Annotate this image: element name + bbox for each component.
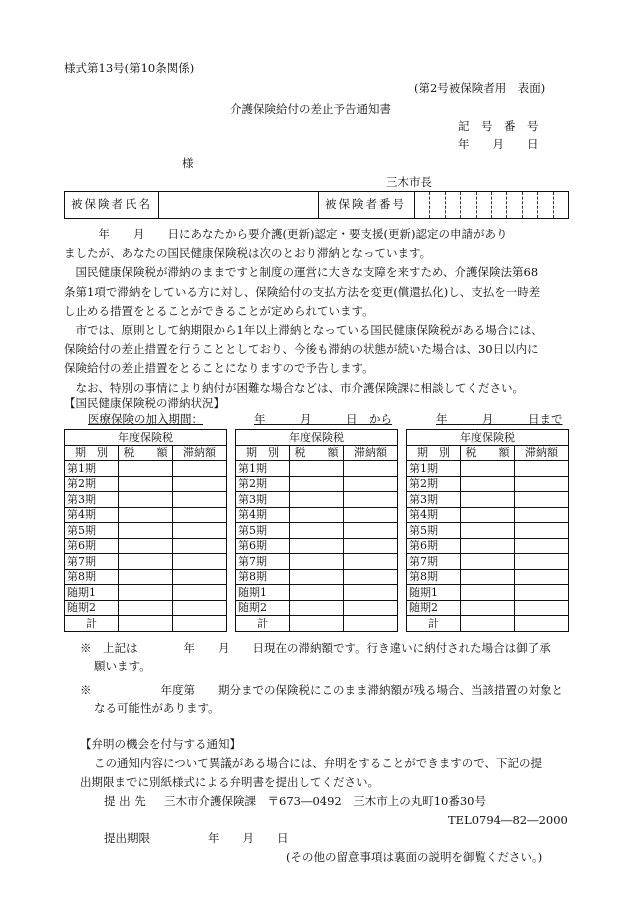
table-row: 第5期 (65, 523, 227, 539)
arrears-heading: 【国民健康保険税の滞納状況】 (64, 396, 225, 410)
col-amount: 税 額 (119, 445, 173, 461)
tax-table (235, 429, 398, 632)
table-row: 第4期 (236, 507, 398, 523)
copy-note: (第2号被保険者用 表面) (414, 81, 546, 95)
table-row: 第7期 (65, 554, 227, 570)
issue-date: 年 月 日 (458, 137, 539, 151)
addressee-suffix: 様 (182, 156, 194, 170)
insured-number-field[interactable] (415, 192, 568, 218)
table-row: 随期1 (65, 585, 227, 601)
body-line: 国民健康保険税が滞納のままですと制度の運営に大きな支障を来すため、介護保険法第68 (64, 265, 539, 280)
table-row: 随期2 (407, 600, 569, 616)
table-row: 第2期 (236, 476, 398, 492)
table-row: 第1期 (236, 461, 398, 477)
col-amount: 税 額 (290, 445, 344, 461)
note-period: ※ 年度第 期分までの保険税にこのまま滞納額が残る場合、当該措置の対象と (80, 683, 563, 697)
col-arrears: 滞納額 (515, 445, 569, 461)
table-row: 随期2 (236, 600, 398, 616)
tax-table (406, 429, 569, 632)
tax-year-header: 年度保険税 (65, 430, 227, 446)
col-period: 期 別 (236, 445, 290, 461)
tax-year-header: 年度保険税 (236, 430, 398, 446)
table-row: 第5期 (236, 523, 398, 539)
tax-table (64, 429, 227, 632)
issuer: 三木市長 (386, 175, 432, 189)
table-row: 随期1 (407, 585, 569, 601)
hearing-body-line: この通知内容について異議がある場合には、弁明をすることができますので、下記の提 (94, 756, 543, 770)
body-line: 条第1項で滞納をしている方に対し、保険給付の支払方法を変更(償還払化)し、支払を一時差 (64, 284, 541, 299)
col-arrears: 滞納額 (173, 445, 227, 461)
table-row: 第8期 (236, 569, 398, 585)
body-line: 保険給付の差止措置をとることになりますので予告します。 (64, 361, 374, 376)
table-row: 第2期 (407, 476, 569, 492)
table-row: 第2期 (65, 476, 227, 492)
insured-name-field[interactable] (159, 192, 319, 218)
table-row: 第7期 (236, 554, 398, 570)
col-period: 期 別 (407, 445, 461, 461)
note-as-of-date: ※ 上記は 年 月 日現在の滞納額です。行き違いに納付された場合は御了承 (80, 641, 551, 655)
body-line: 年 月 日にあなたから要介護(更新)認定・要支援(更新)認定の申請があり (64, 227, 508, 241)
note-as-of-date-cont: 願います。 (94, 659, 151, 673)
note-period-cont: なる可能性があります。 (94, 701, 220, 715)
insured-number-label: 被保険者番号 (319, 192, 415, 218)
total-row: 計 (236, 616, 398, 632)
form-number: 様式第13号(第10条関係) (64, 61, 195, 75)
table-row: 第6期 (407, 538, 569, 554)
table-row: 第1期 (65, 461, 227, 477)
body-line: なお、特別の事情により納付が困難な場合などは、市介護保険課に相談してください。 (64, 380, 524, 395)
notice-body (64, 225, 569, 398)
table-row: 第8期 (65, 569, 227, 585)
table-row: 第6期 (236, 538, 398, 554)
table-row: 第1期 (407, 461, 569, 477)
coverage-from: 年 月 日 から (254, 412, 392, 426)
table-row: 第6期 (65, 538, 227, 554)
back-note: (その他の留意事項は裏面の説明を御覧ください。) (286, 850, 543, 864)
insured-id-row (64, 191, 569, 219)
table-row: 第4期 (65, 507, 227, 523)
body-line: し止める措置をとることができることが定められています。 (64, 303, 374, 318)
deadline-label: 提出期限 (104, 831, 150, 845)
table-row: 第4期 (407, 507, 569, 523)
deadline-date: 年 月 日 (208, 831, 289, 845)
table-row: 第8期 (407, 569, 569, 585)
body-line: 保険給付の差止措置を行うこととしており、今後も滞納の状態が続いた場合は、30日以内に (64, 342, 539, 357)
insured-name-label: 被保険者氏名 (65, 192, 159, 218)
arrears-tables (64, 429, 569, 632)
table-row: 第3期 (65, 492, 227, 508)
col-amount: 税 額 (461, 445, 515, 461)
body-line: 市では、原則として納期限から1年以上滞納となっている国民健康保険税がある場合には、 (64, 323, 543, 338)
table-row: 第7期 (407, 554, 569, 570)
record-number-label: 記 号 番 号 (458, 119, 539, 133)
table-row: 第5期 (407, 523, 569, 539)
table-row: 随期2 (65, 600, 227, 616)
submit-to-label: 提 出 先 (104, 794, 146, 808)
hearing-heading: 【弁明の機会を付与する通知】 (80, 737, 241, 751)
total-row: 計 (407, 616, 569, 632)
table-row: 第3期 (407, 492, 569, 508)
submit-to-address: 三木市介護保険課 〒673―0492 三木市上の丸町10番30号 (164, 794, 486, 808)
hearing-body-line: 出期限までに別紙様式による弁明書を提出してください。 (80, 775, 379, 789)
total-row: 計 (65, 616, 227, 632)
col-period: 期 別 (65, 445, 119, 461)
coverage-period-label: 医療保険の加入期間： (88, 412, 203, 426)
body-line: ましたが、あなたの国民健康保険税は次のとおり滞納となっています。 (64, 246, 432, 261)
table-row: 第3期 (236, 492, 398, 508)
coverage-to: 年 月 日まで (436, 412, 563, 426)
document-title: 介護保険給付の差止予告通知書 (230, 102, 391, 116)
table-row: 随期1 (236, 585, 398, 601)
tel-number: TEL0794―82―2000 (448, 813, 568, 827)
col-arrears: 滞納額 (344, 445, 398, 461)
tax-year-header: 年度保険税 (407, 430, 569, 446)
